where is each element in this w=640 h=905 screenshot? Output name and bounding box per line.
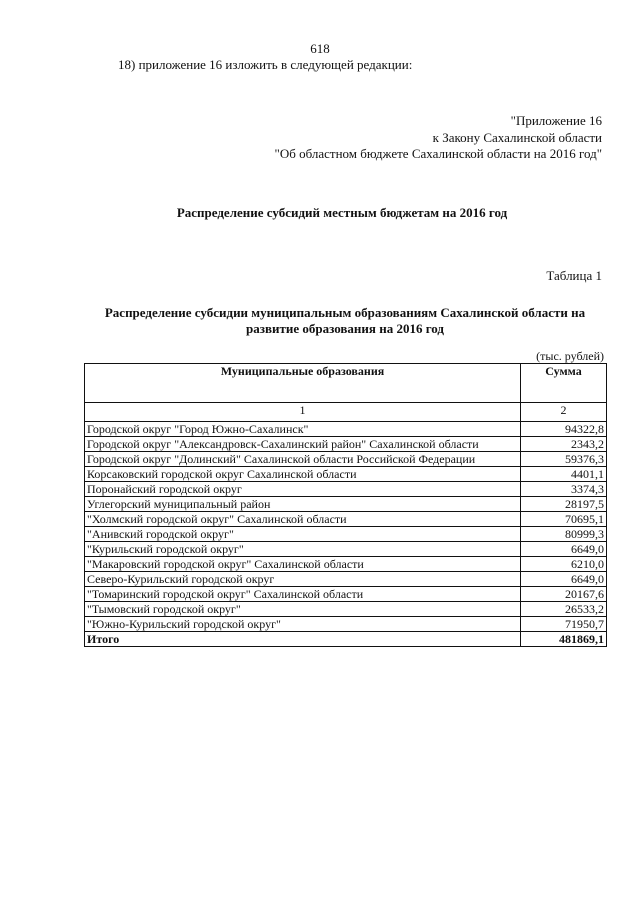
subsidy-amount: 71950,7	[521, 617, 607, 632]
subsidy-amount: 70695,1	[521, 512, 607, 527]
table-title-line-1: Распределение субсидии муниципальным образованиям Сахалинской области на	[104, 305, 586, 320]
table-row	[85, 527, 607, 542]
units-label: (тыс. рублей)	[536, 349, 604, 363]
municipality-name: Северо-Курильский городской округ	[85, 572, 521, 587]
appendix-law-title: "Об областном бюджете Сахалинской области на 2016 год"	[274, 146, 602, 161]
municipality-name: "Томаринский городской округ" Сахалинской области	[85, 587, 521, 602]
subsidy-amount: 3374,3	[521, 482, 607, 497]
subsidy-amount: 4401,1	[521, 467, 607, 482]
table-row	[85, 452, 607, 467]
table-row	[85, 467, 607, 482]
table-total-row	[85, 632, 607, 647]
column-number-1: 1	[85, 403, 521, 422]
municipality-name: Поронайский городской округ	[85, 482, 521, 497]
appendix-law-reference: к Закону Сахалинской области	[432, 130, 602, 145]
subsidy-amount: 59376,3	[521, 452, 607, 467]
subsidy-table	[84, 363, 607, 647]
table-row	[85, 572, 607, 587]
total-label: Итого	[85, 632, 521, 647]
document-title: Распределение субсидий местным бюджетам на 2016 год	[176, 205, 508, 220]
intro-text: 18) приложение 16 изложить в следующей редакции:	[118, 57, 413, 72]
table-row	[85, 602, 607, 617]
table-title	[90, 305, 600, 337]
municipality-name: Городской округ "Долинский" Сахалинской области Российской Федерации	[85, 452, 521, 467]
municipality-name: "Холмский городской округ" Сахалинской области	[85, 512, 521, 527]
subsidy-amount: 6649,0	[521, 572, 607, 587]
page-number: 618	[310, 41, 330, 56]
table-row	[85, 557, 607, 572]
municipality-name: "Курильский городской округ"	[85, 542, 521, 557]
table-header-row	[85, 364, 607, 403]
municipality-name: Городской округ "Город Южно-Сахалинск"	[85, 422, 521, 437]
table-title-line-2: развитие образования на 2016 год	[246, 321, 444, 336]
table-row	[85, 497, 607, 512]
table-row	[85, 437, 607, 452]
table-label: Таблица 1	[546, 268, 602, 283]
table-row	[85, 617, 607, 632]
municipality-name: Углегорский муниципальный район	[85, 497, 521, 512]
column-header-sum: Сумма	[521, 364, 607, 403]
column-header-municipality: Муниципальные образования	[85, 364, 521, 403]
municipality-name: "Анивский городской округ"	[85, 527, 521, 542]
table-row	[85, 587, 607, 602]
municipality-name: Корсаковский городской округ Сахалинской области	[85, 467, 521, 482]
table-row	[85, 482, 607, 497]
column-number-2: 2	[521, 403, 607, 422]
subsidy-amount: 6210,0	[521, 557, 607, 572]
subsidy-amount: 2343,2	[521, 437, 607, 452]
appendix-heading: "Приложение 16	[510, 113, 602, 128]
municipality-name: "Макаровский городской округ" Сахалинской области	[85, 557, 521, 572]
municipality-name: Городской округ "Александровск-Сахалинский район" Сахалинской области	[85, 437, 521, 452]
municipality-name: "Тымовский городской округ"	[85, 602, 521, 617]
table-row	[85, 542, 607, 557]
subsidy-amount: 20167,6	[521, 587, 607, 602]
subsidy-amount: 80999,3	[521, 527, 607, 542]
total-amount: 481869,1	[521, 632, 607, 647]
subsidy-amount: 94322,8	[521, 422, 607, 437]
column-number-row	[85, 403, 607, 422]
table-row	[85, 422, 607, 437]
municipality-name: "Южно-Курильский городской округ"	[85, 617, 521, 632]
subsidy-amount: 26533,2	[521, 602, 607, 617]
subsidy-amount: 28197,5	[521, 497, 607, 512]
subsidy-amount: 6649,0	[521, 542, 607, 557]
table-row	[85, 512, 607, 527]
